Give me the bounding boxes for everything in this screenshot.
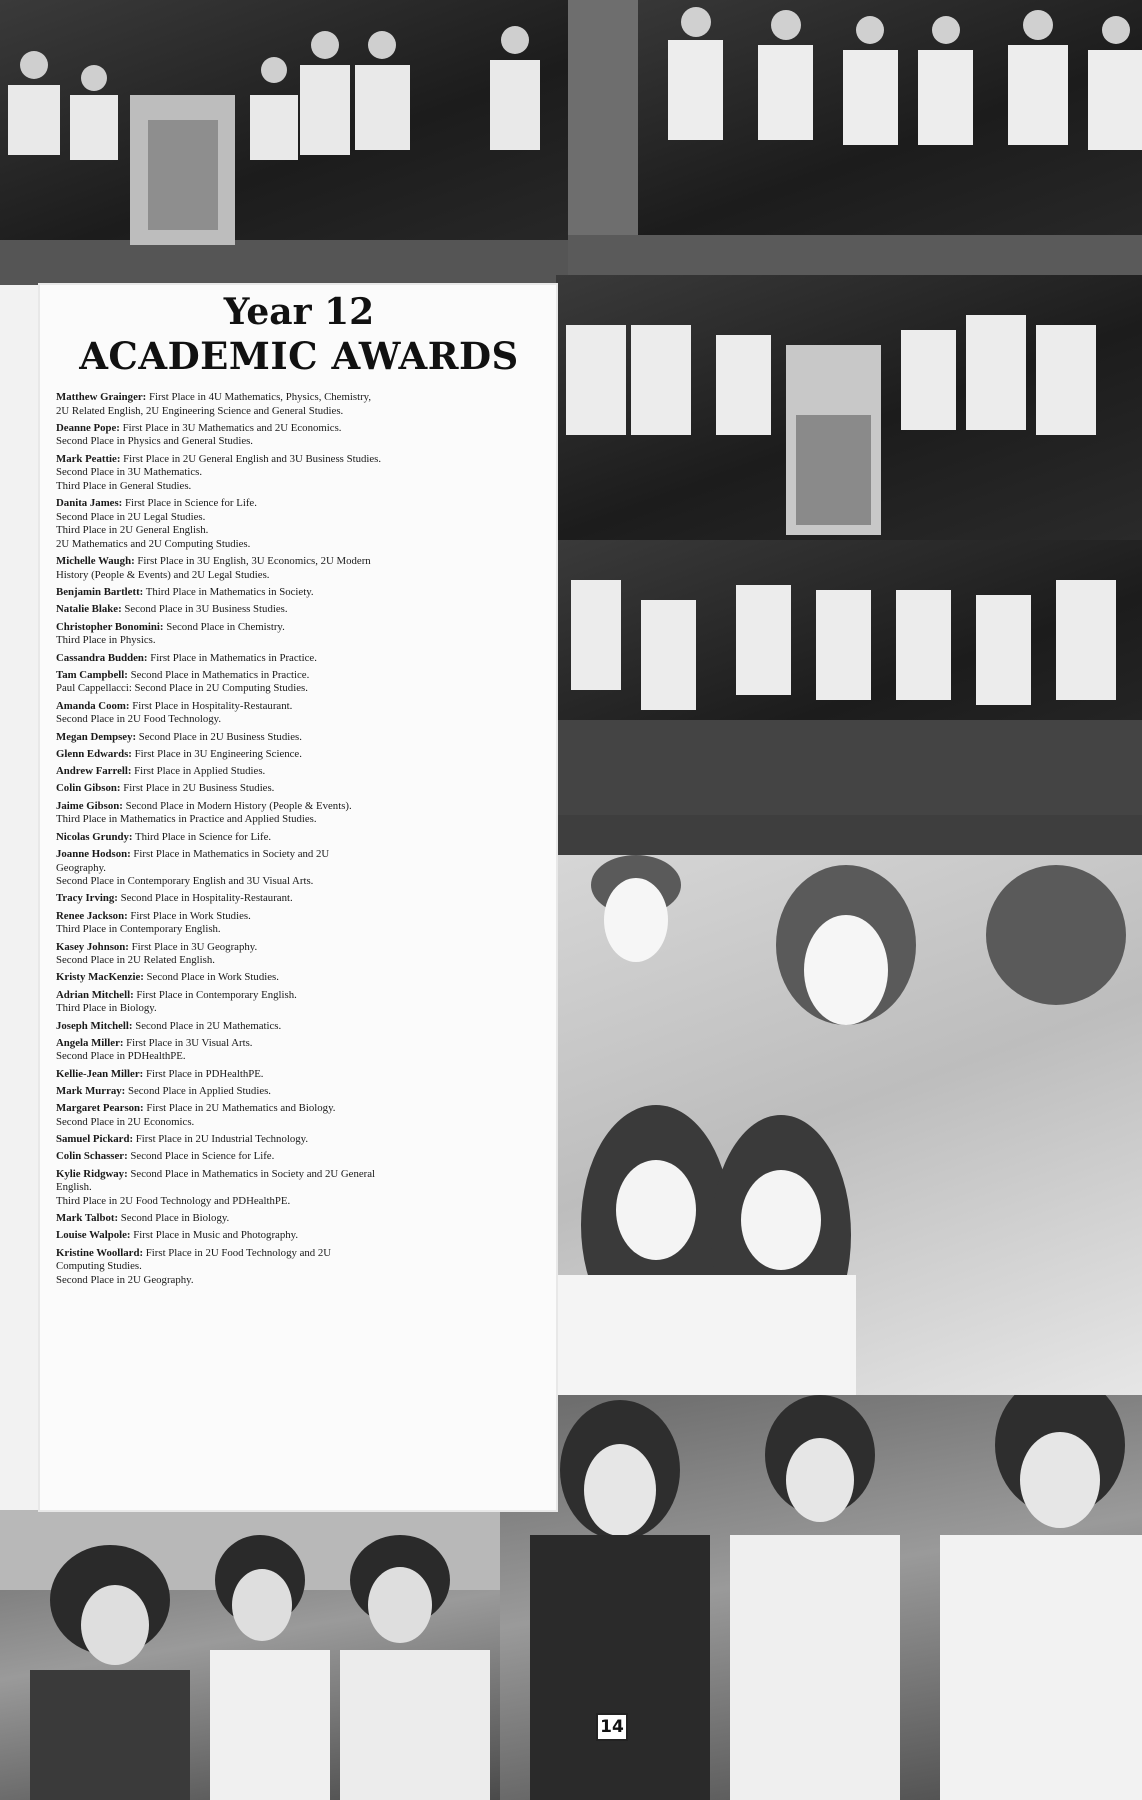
award-detail: Second Place in 3U Business Studies. [124,603,288,616]
award-detail: Second Place in Applied Studies. [127,1085,272,1097]
award-detail: Second Place in 2U Related English. [56,954,215,967]
award-entry [56,1068,542,1082]
award-detail: Second Place in 2U Business Studies. [138,730,302,743]
award-detail: Second Place in Chemistry. [166,620,285,633]
award-student-name: Joseph Mitchell: [56,1019,133,1032]
award-entry [56,800,542,827]
award-student-name: Michelle Waugh: [56,555,135,568]
award-entry [56,1133,542,1147]
award-entry [56,700,542,727]
award-detail: Third Place in Biology. [56,1002,157,1015]
award-detail: Third Place in Science for Life. [135,830,272,843]
award-detail: Third Place in 2U Food Technology and PDHealthPE. [56,1194,291,1207]
award-detail: Third Place in Mathematics in Society. [145,586,314,599]
award-detail: First Place in Music and Photography. [133,1229,299,1242]
award-entry [56,731,542,745]
award-detail: Second Place in Work Studies. [146,971,279,984]
award-entry [56,848,542,889]
award-detail: Third Place in Physics. [56,634,156,647]
award-detail: Second Place in 2U Legal Studies. [56,510,206,523]
award-student-name: Colin Schasser: [56,1150,128,1163]
award-student-name: Natalie Blake: [56,603,122,616]
award-student-name: Nicolas Grundy: [56,830,133,843]
award-entry [56,453,542,494]
award-detail: First Place in 2U Mathematics and Biology. [146,1102,336,1115]
award-detail: Second Place in 2U Economics. [56,1115,195,1128]
award-detail: Second Place in Hospitality-Restaurant. [120,892,293,905]
award-detail: Geography. [56,861,106,874]
award-student-name: Joanne Hodson: [56,847,131,860]
award-detail: English. [56,1181,92,1194]
award-detail: Second Place in 3U Mathematics. [56,466,203,479]
award-detail: First Place in 2U Business Studies. [123,782,275,795]
award-entry [56,391,542,418]
award-detail: First Place in 3U Engineering Science. [134,747,302,760]
award-student-name: Kristine Woollard: [56,1246,144,1259]
award-student-name: Megan Dempsey: [56,730,137,743]
award-entry [56,669,542,696]
award-student-name: Samuel Pickard: [56,1133,134,1146]
award-student-name: Mark Murray: [56,1085,126,1097]
award-detail: 2U Mathematics and 2U Computing Studies. [56,538,251,550]
award-entry [56,1212,542,1226]
photo-stage-podium [556,275,1142,540]
award-detail: Second Place in Biology. [120,1212,230,1225]
award-student-name: Kasey Johnson: [56,940,129,953]
award-student-name: Jaime Gibson: [56,799,123,812]
award-detail: Paul Cappellacci: Second Place in 2U Computing Studies. [56,682,308,695]
award-entry [56,1037,542,1064]
awards-list [56,391,542,1288]
award-detail: Second Place in 2U Food Technology. [56,713,222,726]
award-detail: First Place in 3U Mathematics and 2U Economics. [122,421,342,434]
award-student-name: Deanne Pope: [56,421,120,434]
award-detail: Second Place in Contemporary English and 3U Visual Arts. [56,875,314,888]
photo-students-crowd [556,815,1142,1395]
award-entry [56,621,542,648]
award-student-name: Margaret Pearson: [56,1102,144,1115]
award-detail: First Place in 2U Industrial Technology. [135,1133,309,1146]
award-entry [56,497,542,551]
award-entry [56,1020,542,1034]
award-student-name: Tracy Irving: [56,892,118,905]
award-detail: Third Place in Contemporary English. [56,923,221,936]
page-title-year: Year 12 [223,291,375,333]
award-entry [56,765,542,779]
page-title-awards: ACADEMIC AWARDS [79,334,519,378]
award-entry [56,586,542,600]
award-student-name: Renee Jackson: [56,909,128,922]
award-student-name: Colin Gibson: [56,782,121,795]
award-student-name: Kristy MacKenzie: [56,971,144,984]
award-entry [56,910,542,937]
award-entry [56,831,542,845]
photo-stage-row [556,540,1142,815]
award-student-name: Angela Miller: [56,1036,124,1049]
award-student-name: Kellie-Jean Miller: [56,1067,144,1080]
award-detail: 2U Related English, 2U Engineering Science and General Studies. [56,404,344,417]
award-detail: Second Place in Science for Life. [130,1150,275,1163]
award-student-name: Cassandra Budden: [56,651,148,664]
award-student-name: Louise Walpole: [56,1229,131,1242]
award-detail: Second Place in 2U Mathematics. [135,1019,282,1032]
award-entry [56,1229,542,1243]
award-detail: First Place in 3U Visual Arts. [126,1036,253,1049]
award-entry [56,1247,542,1288]
award-student-name: Adrian Mitchell: [56,988,134,1001]
award-student-name: Christopher Bonomini: [56,620,164,633]
award-detail: Computing Studies. [56,1260,142,1273]
award-detail: Third Place in Mathematics in Practice and Applied Studies. [56,813,317,826]
award-entry [56,989,542,1016]
award-student-name: Danita James: [56,497,123,510]
award-student-name: Matthew Grainger: [56,391,147,403]
award-detail: Third Place in General Studies. [56,479,192,492]
award-detail: First Place in Contemporary English. [136,988,297,1001]
award-detail: First Place in Science for Life. [124,497,257,510]
award-detail: First Place in Applied Studies. [134,765,266,778]
award-student-name: Tam Campbell: [56,668,128,681]
award-entry [56,1168,542,1209]
page-number: 14 [596,1713,628,1741]
award-detail: First Place in 2U General English and 3U Business Studies. [123,452,382,465]
award-entry [56,603,542,617]
award-entry [56,748,542,762]
award-entry [56,1102,542,1129]
award-detail: First Place in 3U Geography. [131,940,258,953]
award-entry [56,971,542,985]
award-entry [56,941,542,968]
photo-stage-group-right [568,0,1142,275]
award-student-name: Amanda Coom: [56,699,130,712]
award-detail: Second Place in Physics and General Studies. [56,435,254,448]
award-detail: First Place in Mathematics in Practice. [150,651,317,664]
award-entry [56,422,542,449]
award-student-name: Kylie Ridgway: [56,1167,128,1180]
award-entry [56,1085,542,1099]
award-detail: First Place in Work Studies. [130,909,251,922]
award-student-name: Mark Talbot: [56,1212,119,1225]
photo-stage-group-left [0,0,568,285]
award-detail: Second Place in 2U Geography. [56,1273,194,1286]
award-detail: First Place in PDHealthPE. [145,1067,264,1080]
award-detail: Second Place in PDHealthPE. [56,1050,186,1063]
award-detail: First Place in 3U English, 3U Economics, 2U Modern [137,555,371,568]
award-entry [56,782,542,796]
photo-students-bottom-left [0,1510,500,1800]
award-entry [56,555,542,582]
award-student-name: Benjamin Bartlett: [56,586,144,599]
award-detail: Third Place in 2U General English. [56,524,209,537]
award-detail: History (People & Events) and 2U Legal Studies. [56,568,270,581]
award-detail: First Place in Hospitality-Restaurant. [132,699,293,712]
award-entry [56,1150,542,1164]
award-student-name: Mark Peattie: [56,452,121,465]
award-student-name: Andrew Farrell: [56,765,132,778]
award-entry [56,652,542,666]
award-detail: Second Place in Modern History (People & Events). [125,799,352,812]
award-detail: Second Place in Mathematics in Society and 2U General [130,1167,376,1180]
award-detail: First Place in Mathematics in Society and 2U [133,847,330,860]
award-entry [56,892,542,906]
award-detail: First Place in 4U Mathematics, Physics, Chemistry, [148,391,372,403]
award-student-name: Glenn Edwards: [56,747,132,760]
awards-panel [40,285,556,1510]
award-detail: Second Place in Mathematics in Practice. [130,668,310,681]
award-detail: First Place in 2U Food Technology and 2U [145,1246,332,1259]
